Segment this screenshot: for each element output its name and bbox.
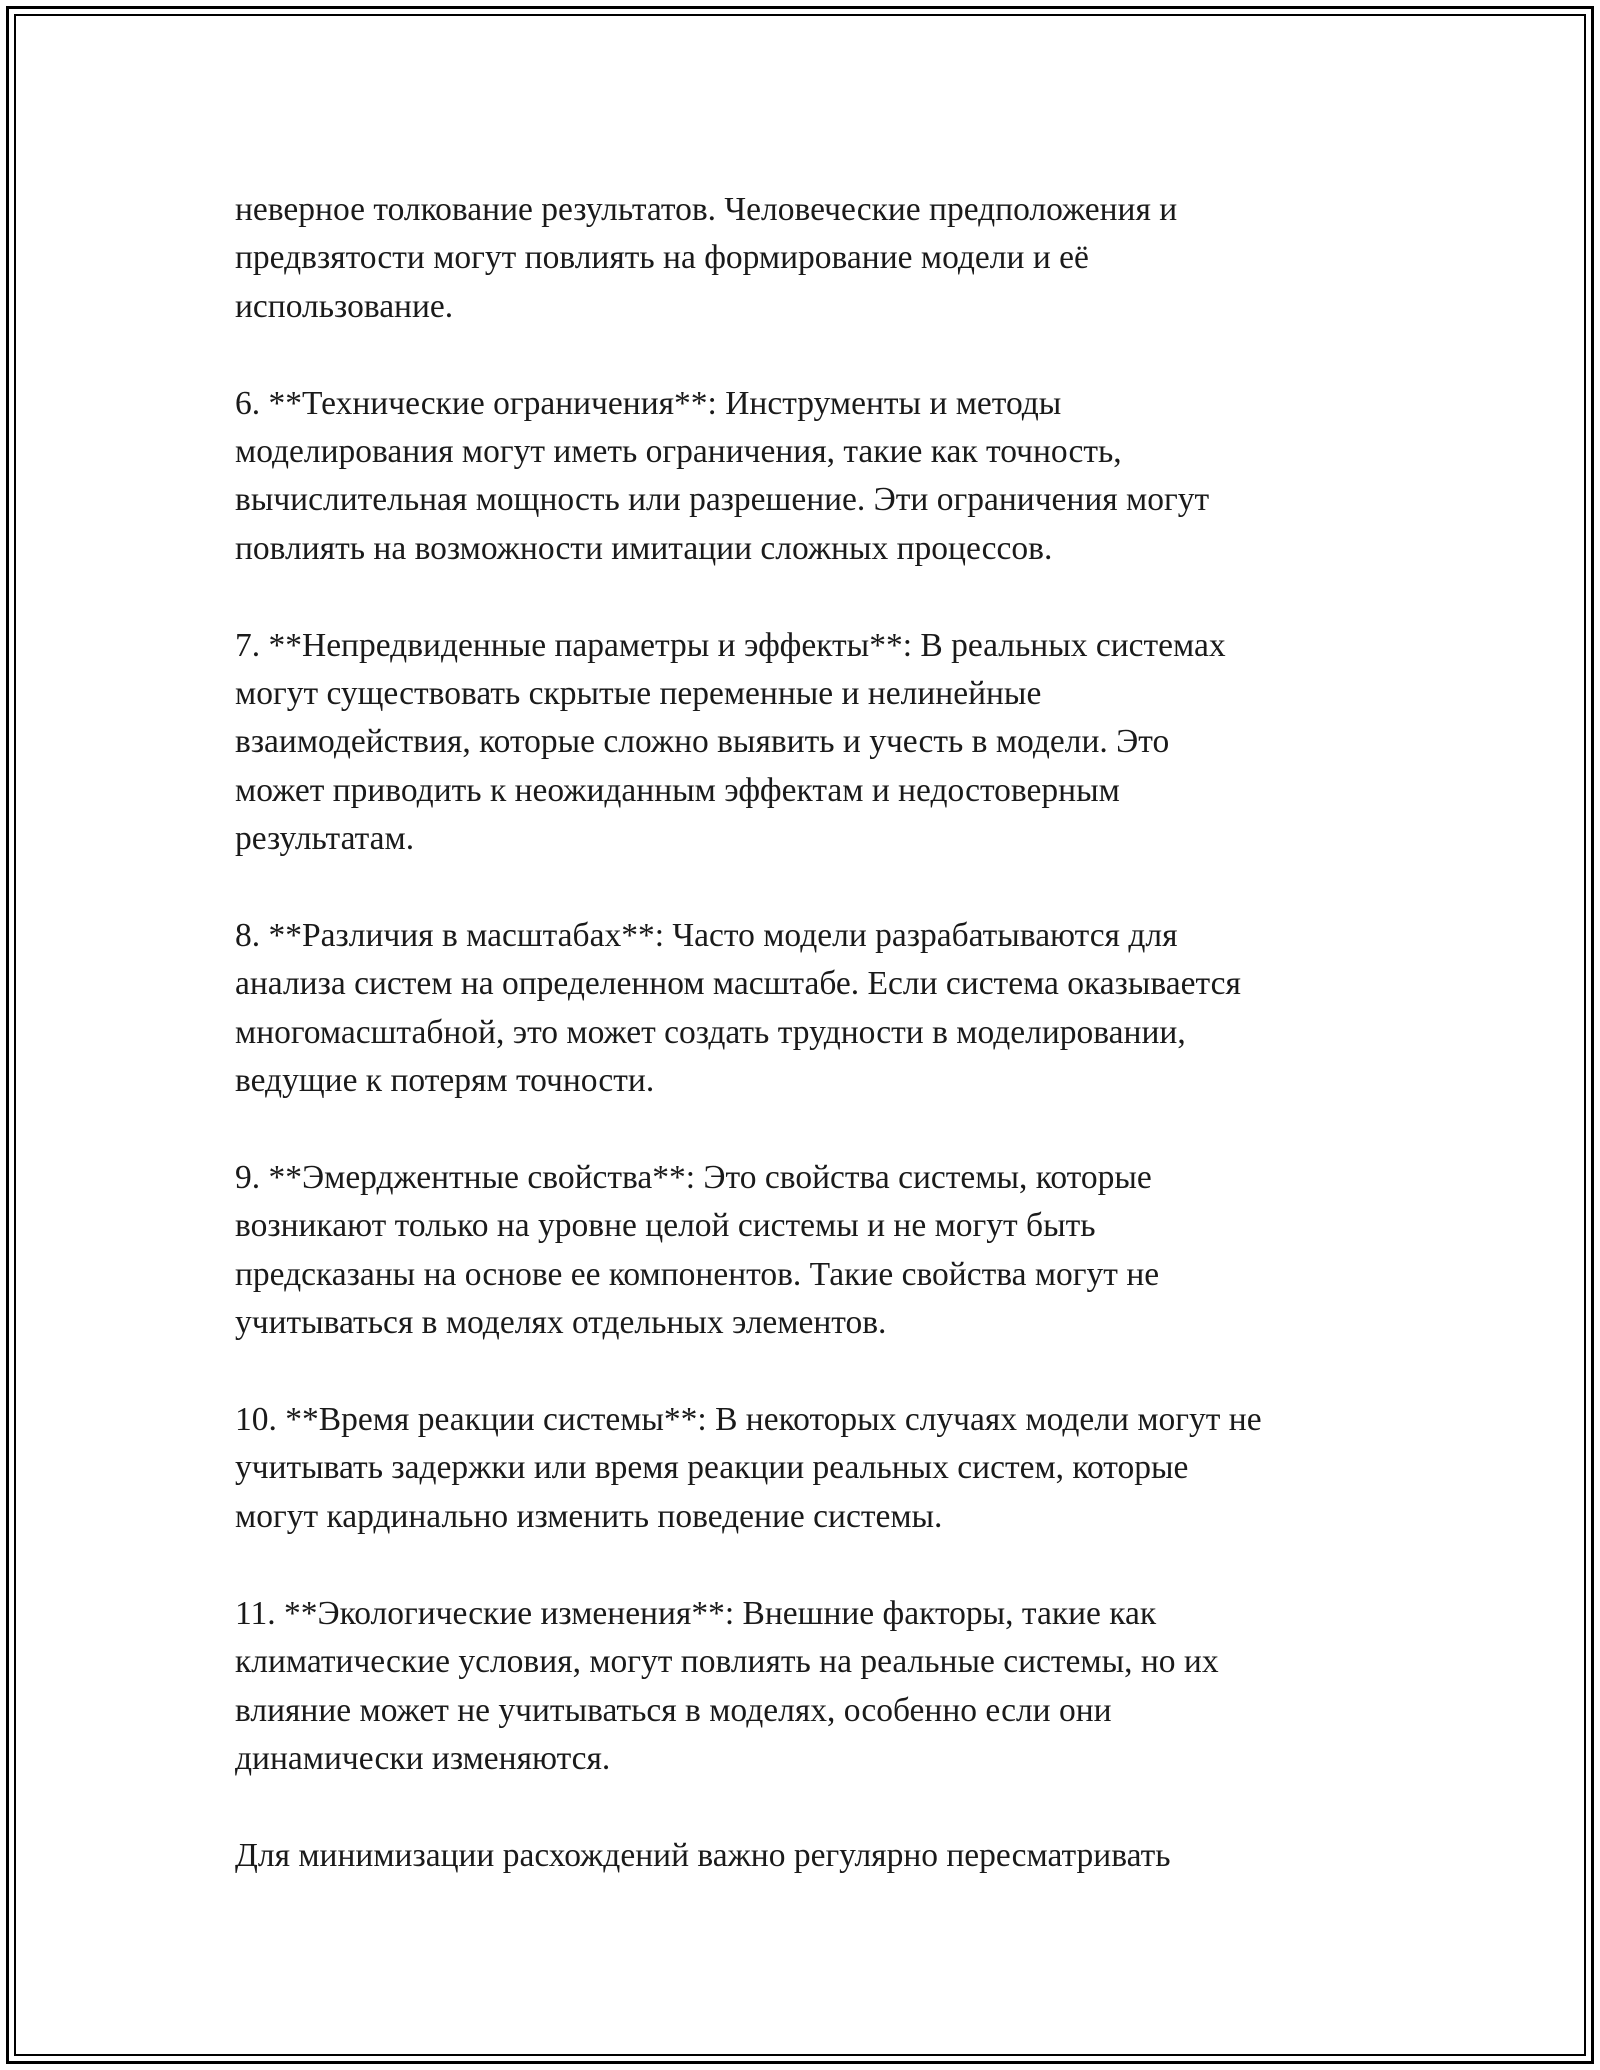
text-line: возникают только на уровне целой системы и не могут быть [235,1207,1096,1245]
text-line: многомасштабной, это может создать трудности в моделировании, [235,1013,1186,1051]
text-line: повлиять на возможности имитации сложных процессов. [235,529,1053,567]
paragraph-continuation [235,186,1395,331]
text-line: Для минимизации расхождений важно регулярно пересматривать [235,1836,1171,1874]
paragraph-item-10 [235,1396,1395,1541]
text-line: учитывать задержки или время реакции реальных систем, которые [235,1449,1189,1487]
paragraph-item-9 [235,1154,1395,1348]
text-line: результатам. [235,820,415,858]
text-line: неверное толкование результатов. Человеческие предположения и [235,191,1178,228]
text-line: предвзятости могут повлиять на формирование модели и её [235,239,1089,277]
paragraph-item-11 [235,1590,1395,1784]
text-line: 7. **Непредвиденные параметры и эффекты**: В реальных системах [235,626,1226,664]
text-line: использование. [235,287,454,325]
text-line: 6. **Технические ограничения**: Инструменты и методы [235,384,1062,422]
paragraph-item-7 [235,622,1395,864]
text-line: могут кардинально изменить поведение системы. [235,1497,943,1535]
paragraph-conclusion [235,1832,1395,1880]
document-body [235,186,1395,1880]
text-line: 11. **Экологические изменения**: Внешние факторы, такие как [235,1594,1157,1632]
text-line: могут существовать скрытые переменные и нелинейные [235,675,1042,713]
text-line: вычислительная мощность или разрешение. Эти ограничения могут [235,481,1210,519]
text-line: может приводить к неожиданным эффектам и недостоверным [235,771,1120,809]
text-line: ведущие к потерям точности. [235,1062,655,1100]
text-line: 8. **Различия в масштабах**: Часто модели разрабатываются для [235,917,1178,955]
text-line: анализа систем на определенном масштабе. Если система оказывается [235,965,1241,1003]
paragraph-item-6 [235,380,1395,574]
text-line: 10. **Время реакции системы**: В некоторых случаях модели могут не [235,1401,1262,1439]
text-line: учитываться в моделях отдельных элементов. [235,1304,887,1342]
text-line: динамически изменяются. [235,1739,611,1777]
paragraph-item-8 [235,912,1395,1106]
text-line: предсказаны на основе ее компонентов. Такие свойства могут не [235,1255,1160,1293]
text-line: моделирования могут иметь ограничения, такие как точность, [235,433,1122,471]
text-line: 9. **Эмерджентные свойства**: Это свойства системы, которые [235,1159,1152,1197]
text-line: взаимодействия, которые сложно выявить и учесть в модели. Это [235,723,1170,761]
text-line: влияние может не учитываться в моделях, особенно если они [235,1691,1112,1729]
text-line: климатические условия, могут повлиять на реальные системы, но их [235,1643,1219,1681]
